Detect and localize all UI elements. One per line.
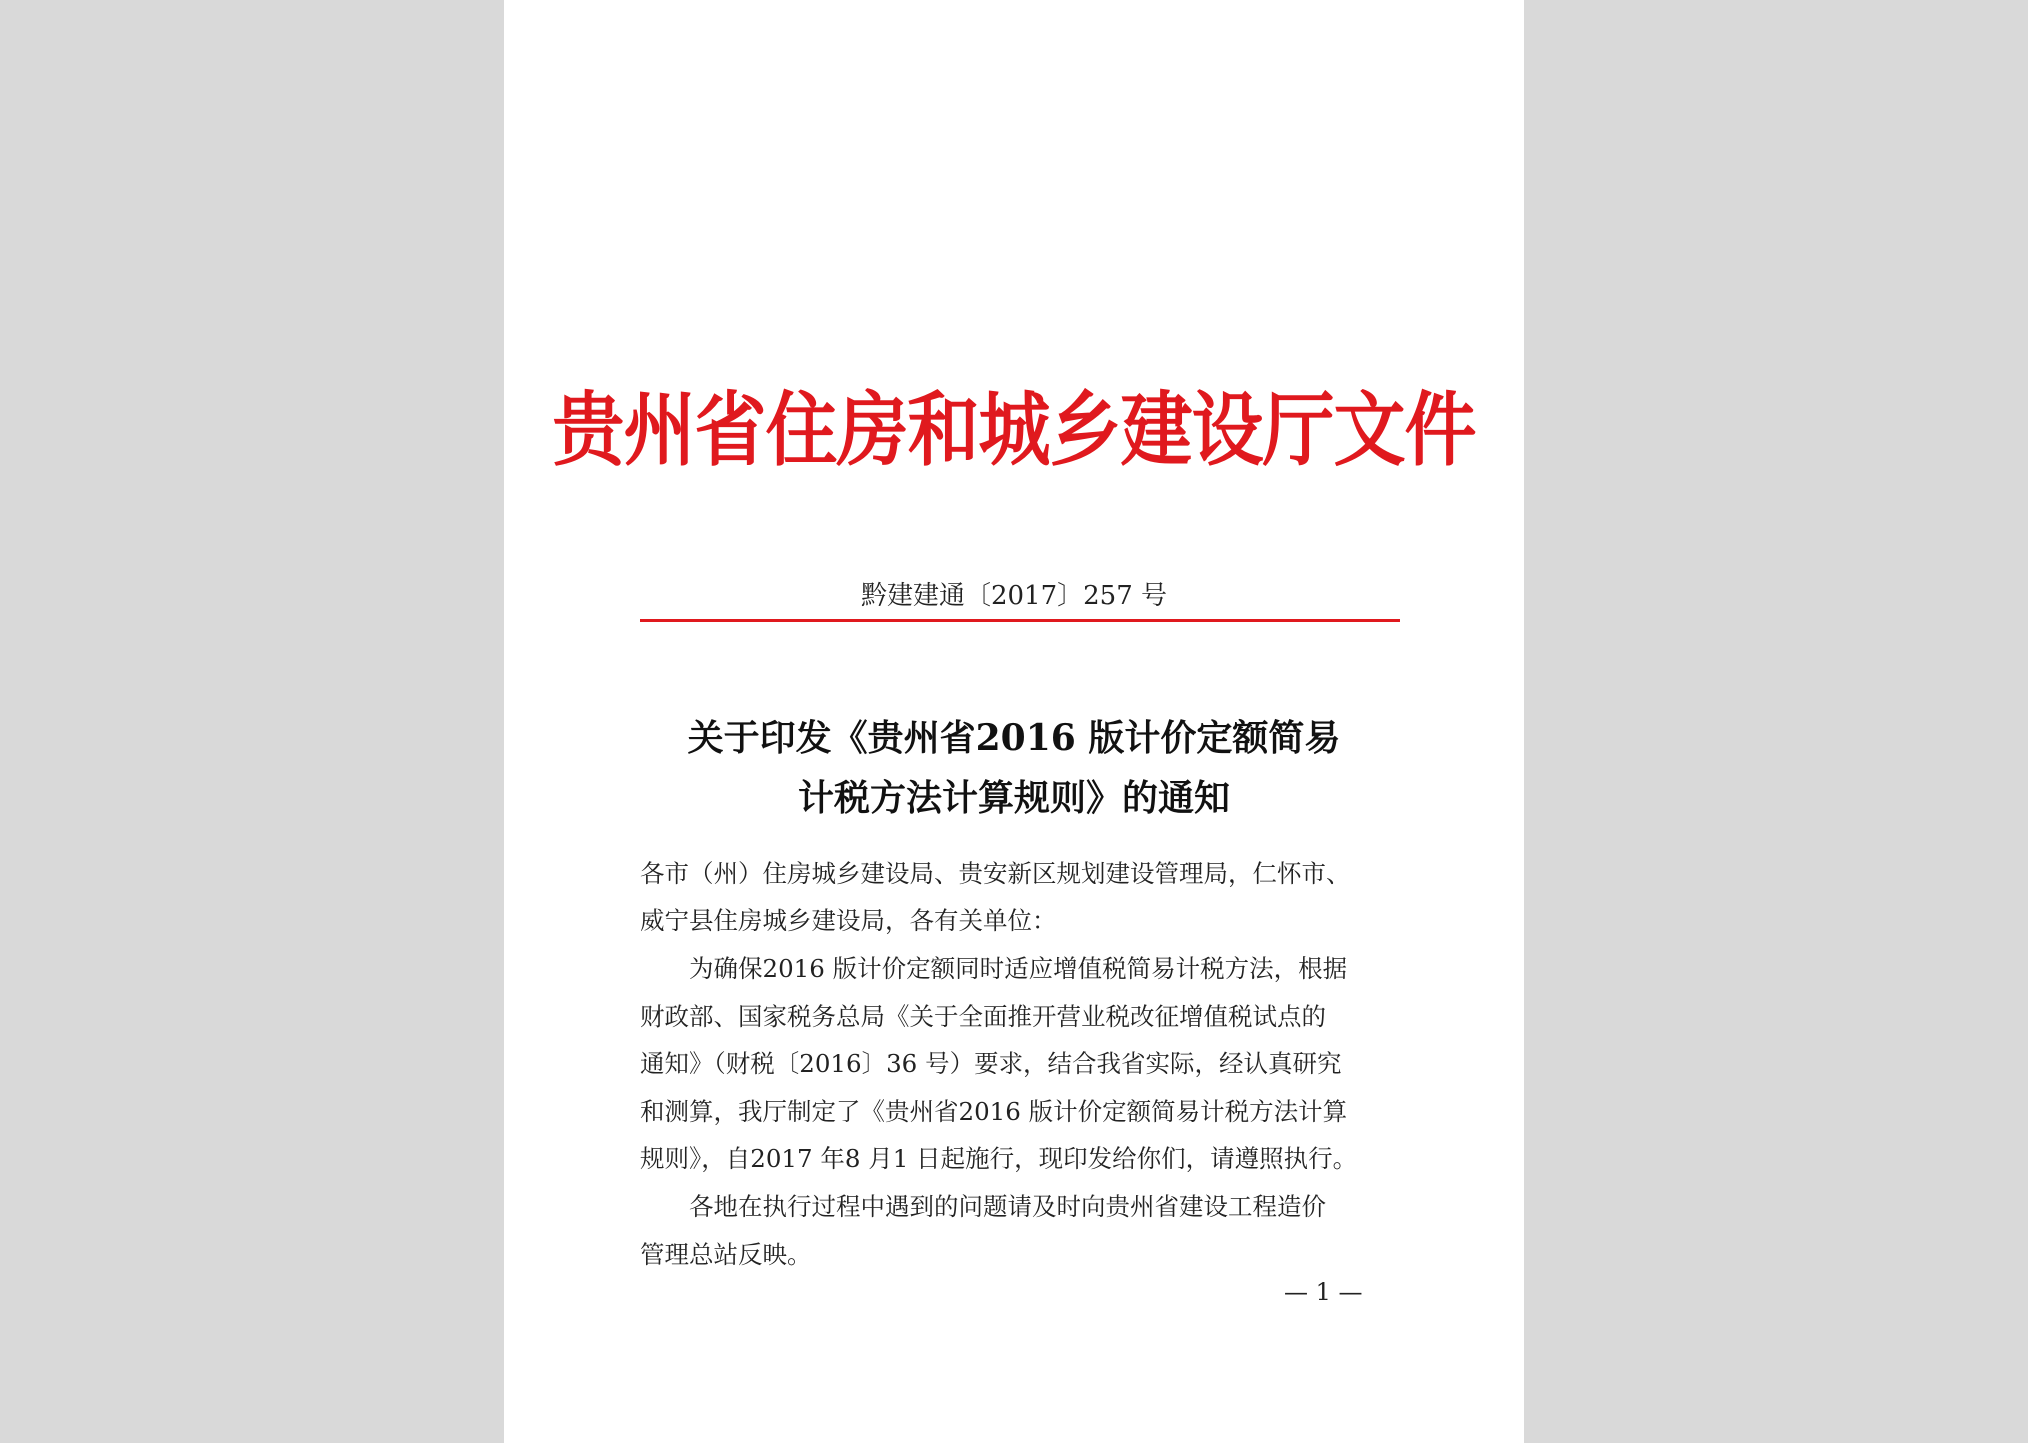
body-line-1: 各市（州）住房城乡建设局、贵安新区规划建设管理局，仁怀市、 <box>640 859 1351 888</box>
body-line-9: 管理总站反映。 <box>640 1240 812 1269</box>
notice-title-line-2: 计税方法计算规则》的通知 <box>797 777 1230 819</box>
document-number: 黔建建通〔2017〕257 号 <box>860 581 1168 611</box>
document-page <box>504 0 1524 1443</box>
red-divider-line <box>640 619 1400 622</box>
body-line-2: 威宁县住房城乡建设局，各有关单位： <box>640 906 1057 935</box>
body-line-3: 为确保2016 版计价定额同时适应增值税简易计税方法，根据 <box>640 954 1348 983</box>
page-number: — 1 — <box>1284 1278 1363 1306</box>
notice-title-line-1: 关于印发《贵州省2016 版计价定额简易 <box>687 717 1341 759</box>
body-line-4: 财政部、国家税务总局《关于全面推开营业税改征增值税试点的 <box>640 1002 1326 1031</box>
body-line-6: 和测算，我厅制定了《贵州省2016 版计价定额简易计税方法计算 <box>640 1097 1348 1126</box>
body-line-7: 规则》，自2017 年8 月1 日起施行，现印发给你们，请遵照执行。 <box>640 1144 1358 1173</box>
document-header-title: 贵州省住房和城乡建设厅文件 <box>552 382 1476 477</box>
body-line-5: 通知》（财税〔2016〕36 号）要求，结合我省实际，经认真研究 <box>640 1049 1342 1078</box>
body-line-8: 各地在执行过程中遇到的问题请及时向贵州省建设工程造价 <box>640 1192 1326 1221</box>
